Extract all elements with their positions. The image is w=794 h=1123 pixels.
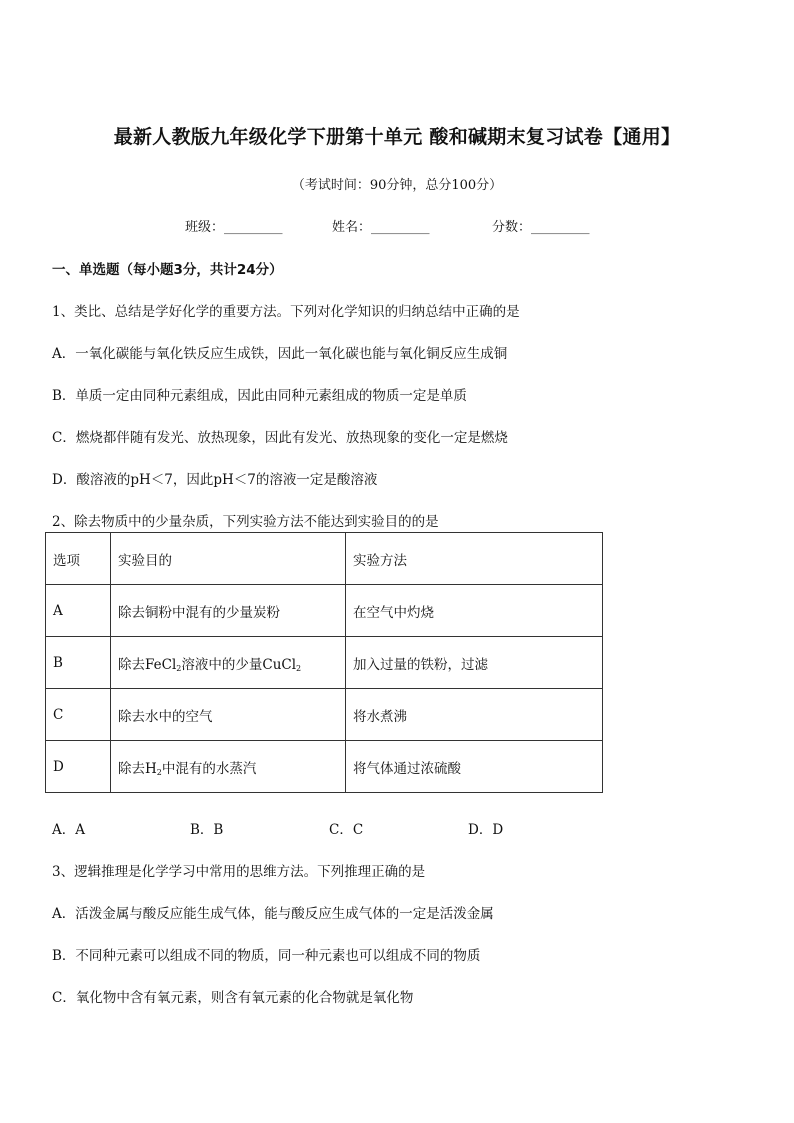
question-1-option-d: D．酸溶液的pH＜7，因此pH＜7的溶液一定是酸溶液: [52, 472, 378, 488]
subscript: 2: [156, 767, 162, 777]
experiment-table: [45, 532, 603, 793]
question-1-stem: 1、类比、总结是学好化学的重要方法。下列对化学知识的归纳总结中正确的是: [52, 304, 520, 320]
question-3-stem: 3、逻辑推理是化学学习中常用的思维方法。下列推理正确的是: [52, 864, 426, 880]
question-2-option-a: A．A: [52, 822, 85, 838]
row-purpose: 除去铜粉中混有的少量炭粉: [111, 585, 346, 637]
exam-time-note: （考试时间：90分钟，总分100分）: [291, 178, 503, 193]
class-field: 班级：_________: [185, 220, 283, 235]
subscript: 2: [296, 663, 302, 673]
question-3-option-c: C．氧化物中含有氧元素，则含有氧元素的化合物就是氧化物: [52, 990, 414, 1006]
table-row: [46, 637, 603, 689]
row-purpose: 除去水中的空气: [111, 689, 346, 741]
row-method: 将气体通过浓硫酸: [346, 741, 603, 793]
question-1-option-c: C．燃烧都伴随有发光、放热现象，因此有发光、放热现象的变化一定是燃烧: [52, 430, 508, 446]
page-title: 最新人教版九年级化学下册第十单元 酸和碱期末复习试卷【通用】: [113, 126, 681, 148]
row-option: D: [46, 741, 111, 793]
table-row: [46, 585, 603, 637]
purpose-text: 中混有的水蒸汽: [161, 760, 257, 777]
score-field: 分数：_________: [492, 220, 590, 235]
question-3-option-b: B．不同种元素可以组成不同的物质，同一种元素也可以组成不同的物质: [52, 948, 481, 964]
row-purpose: [111, 741, 346, 793]
table-row: [46, 741, 603, 793]
row-option: B: [46, 637, 111, 689]
header-purpose: 实验目的: [111, 533, 346, 585]
purpose-text: 溶液中的少量CuCl: [181, 656, 297, 673]
question-2-option-b: B．B: [190, 822, 224, 838]
question-1-option-a: A．一氧化碳能与氧化铁反应生成铁，因此一氧化碳也能与氧化铜反应生成铜: [52, 346, 508, 362]
name-field: 姓名：_________: [332, 220, 430, 235]
row-method: 将水煮沸: [346, 689, 603, 741]
table-row: [46, 689, 603, 741]
subscript: 2: [176, 663, 182, 673]
purpose-text: 除去H: [118, 760, 157, 777]
section-heading-single-choice: 一、单选题（每小题3分，共计24分）: [52, 262, 283, 278]
question-2-stem: 2、除去物质中的少量杂质，下列实验方法不能达到实验目的的是: [52, 514, 439, 530]
question-1-option-b: B．单质一定由同种元素组成，因此由同种元素组成的物质一定是单质: [52, 388, 467, 404]
header-method: 实验方法: [346, 533, 603, 585]
question-2-option-d: D．D: [468, 822, 504, 838]
row-method: 在空气中灼烧: [346, 585, 603, 637]
row-method: 加入过量的铁粉，过滤: [346, 637, 603, 689]
purpose-text: 除去FeCl: [118, 656, 177, 673]
question-2-option-c: C．C: [329, 822, 364, 838]
row-purpose: [111, 637, 346, 689]
table-header-row: [46, 533, 603, 585]
header-option: 选项: [46, 533, 111, 585]
question-3-option-a: A．活泼金属与酸反应能生成气体，能与酸反应生成气体的一定是活泼金属: [52, 906, 494, 922]
row-option: A: [46, 585, 111, 637]
row-option: C: [46, 689, 111, 741]
